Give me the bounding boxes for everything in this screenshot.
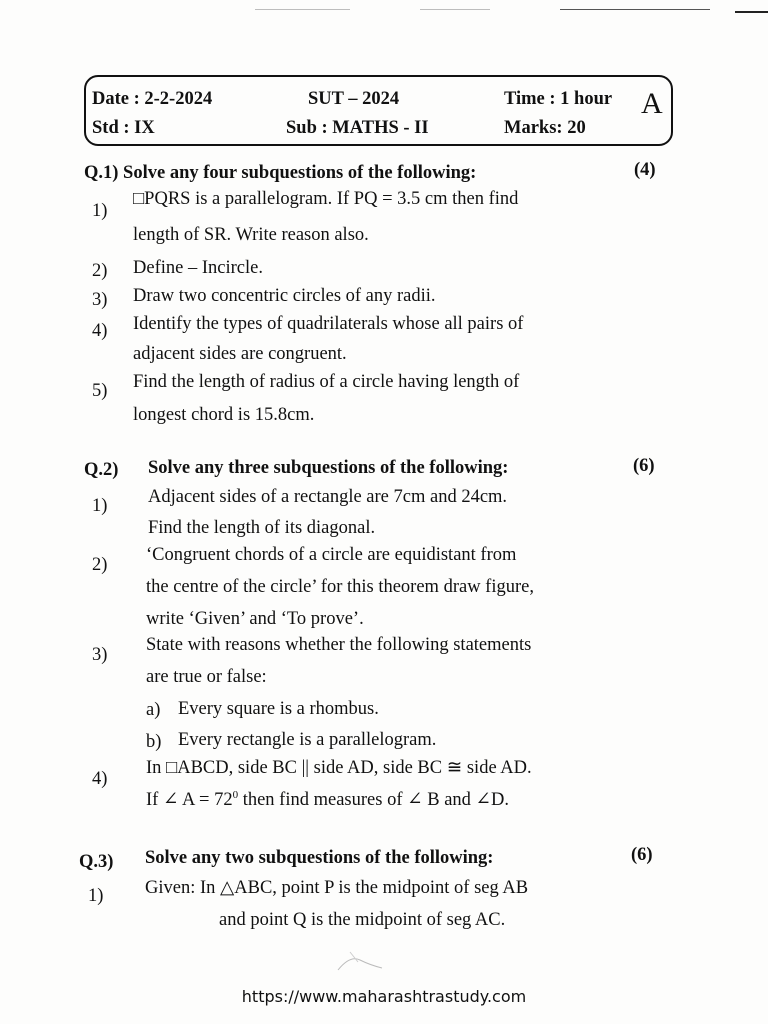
- q3-label: Q.3): [79, 852, 114, 872]
- scan-artifact: [420, 9, 490, 10]
- q1-item-text: length of SR. Write reason also.: [133, 225, 369, 245]
- q1-item-number: 4): [92, 321, 108, 341]
- q2-item-text: State with reasons whether the following statements: [146, 635, 532, 655]
- scan-artifact: [560, 9, 710, 10]
- q1-item-text: □PQRS is a parallelogram. If PQ = 3.5 cm then find: [133, 189, 519, 209]
- scan-artifact: [255, 9, 350, 10]
- q1-marks: (4): [634, 160, 656, 180]
- q2-item-text: In □ABCD, side BC || side AD, side BC ≅ side AD.: [146, 758, 532, 778]
- q2-marks: (6): [633, 456, 655, 476]
- q2-sub-text: Every square is a rhombus.: [178, 699, 379, 719]
- q2-item-text: are true or false:: [146, 667, 267, 687]
- q1-item-text: longest chord is 15.8cm.: [133, 405, 315, 425]
- footer-url: https://www.maharashtrastudy.com: [241, 987, 527, 1006]
- pencil-scribble: [330, 940, 390, 980]
- exam-name: SUT – 2024: [308, 89, 400, 109]
- q1-item-number: 1): [92, 201, 108, 221]
- exam-header-box: [84, 75, 673, 146]
- q1-item-text: Find the length of radius of a circle having length of: [133, 372, 520, 392]
- q1-item-text: Identify the types of quadrilaterals whose all pairs of: [133, 314, 524, 334]
- exam-date: Date : 2-2-2024: [92, 89, 213, 109]
- exam-standard: Std : IX: [92, 118, 155, 138]
- q1-item-text: adjacent sides are congruent.: [133, 344, 347, 364]
- q3-item-text: and point Q is the midpoint of seg AC.: [219, 910, 506, 930]
- q2-item-text: Find the length of its diagonal.: [148, 518, 376, 538]
- q1-heading: Q.1) Solve any four subquestions of the following:: [84, 163, 477, 183]
- q2-item-number: 2): [92, 555, 108, 575]
- q2-item-text: [146, 789, 509, 811]
- q2-item-number: 4): [92, 769, 108, 789]
- q2-label: Q.2): [84, 460, 119, 480]
- q3-marks: (6): [631, 845, 653, 865]
- q3-item-number: 1): [88, 886, 104, 906]
- q2-item-number: 1): [92, 496, 108, 516]
- q2-item-text: ‘Congruent chords of a circle are equidistant from: [146, 545, 517, 565]
- angle-a-statement: If ∠ A = 72: [146, 790, 233, 811]
- exam-marks: Marks: 20: [504, 118, 586, 138]
- q3-heading: Solve any two subquestions of the following:: [145, 848, 494, 868]
- q2-item-text: the centre of the circle’ for this theorem draw figure,: [146, 577, 534, 597]
- q1-item-number: 2): [92, 261, 108, 281]
- q1-item-text: Define – Incircle.: [133, 258, 263, 278]
- q2-sub-label: b): [146, 732, 162, 752]
- degree-mark: 0: [232, 789, 239, 801]
- q1-item-number: 3): [92, 290, 108, 310]
- q2-sub-label: a): [146, 700, 161, 720]
- q1-item-number: 5): [92, 381, 108, 401]
- q1-item-text: Draw two concentric circles of any radii.: [133, 286, 436, 306]
- paper-set-letter: A: [641, 87, 663, 120]
- angle-question: then find measures of ∠ B and ∠D.: [238, 790, 510, 811]
- exam-time: Time : 1 hour: [504, 89, 613, 109]
- q2-item-number: 3): [92, 645, 108, 665]
- q2-item-text: Adjacent sides of a rectangle are 7cm and 24cm.: [148, 487, 508, 507]
- q2-sub-text: Every rectangle is a parallelogram.: [178, 730, 437, 750]
- q2-heading: Solve any three subquestions of the following:: [148, 458, 509, 478]
- q2-item-text: write ‘Given’ and ‘To prove’.: [146, 609, 364, 629]
- q3-item-text: Given: In △ABC, point P is the midpoint of seg AB: [145, 878, 529, 898]
- scan-artifact: [735, 11, 768, 13]
- exam-subject: Sub : MATHS - II: [286, 118, 429, 138]
